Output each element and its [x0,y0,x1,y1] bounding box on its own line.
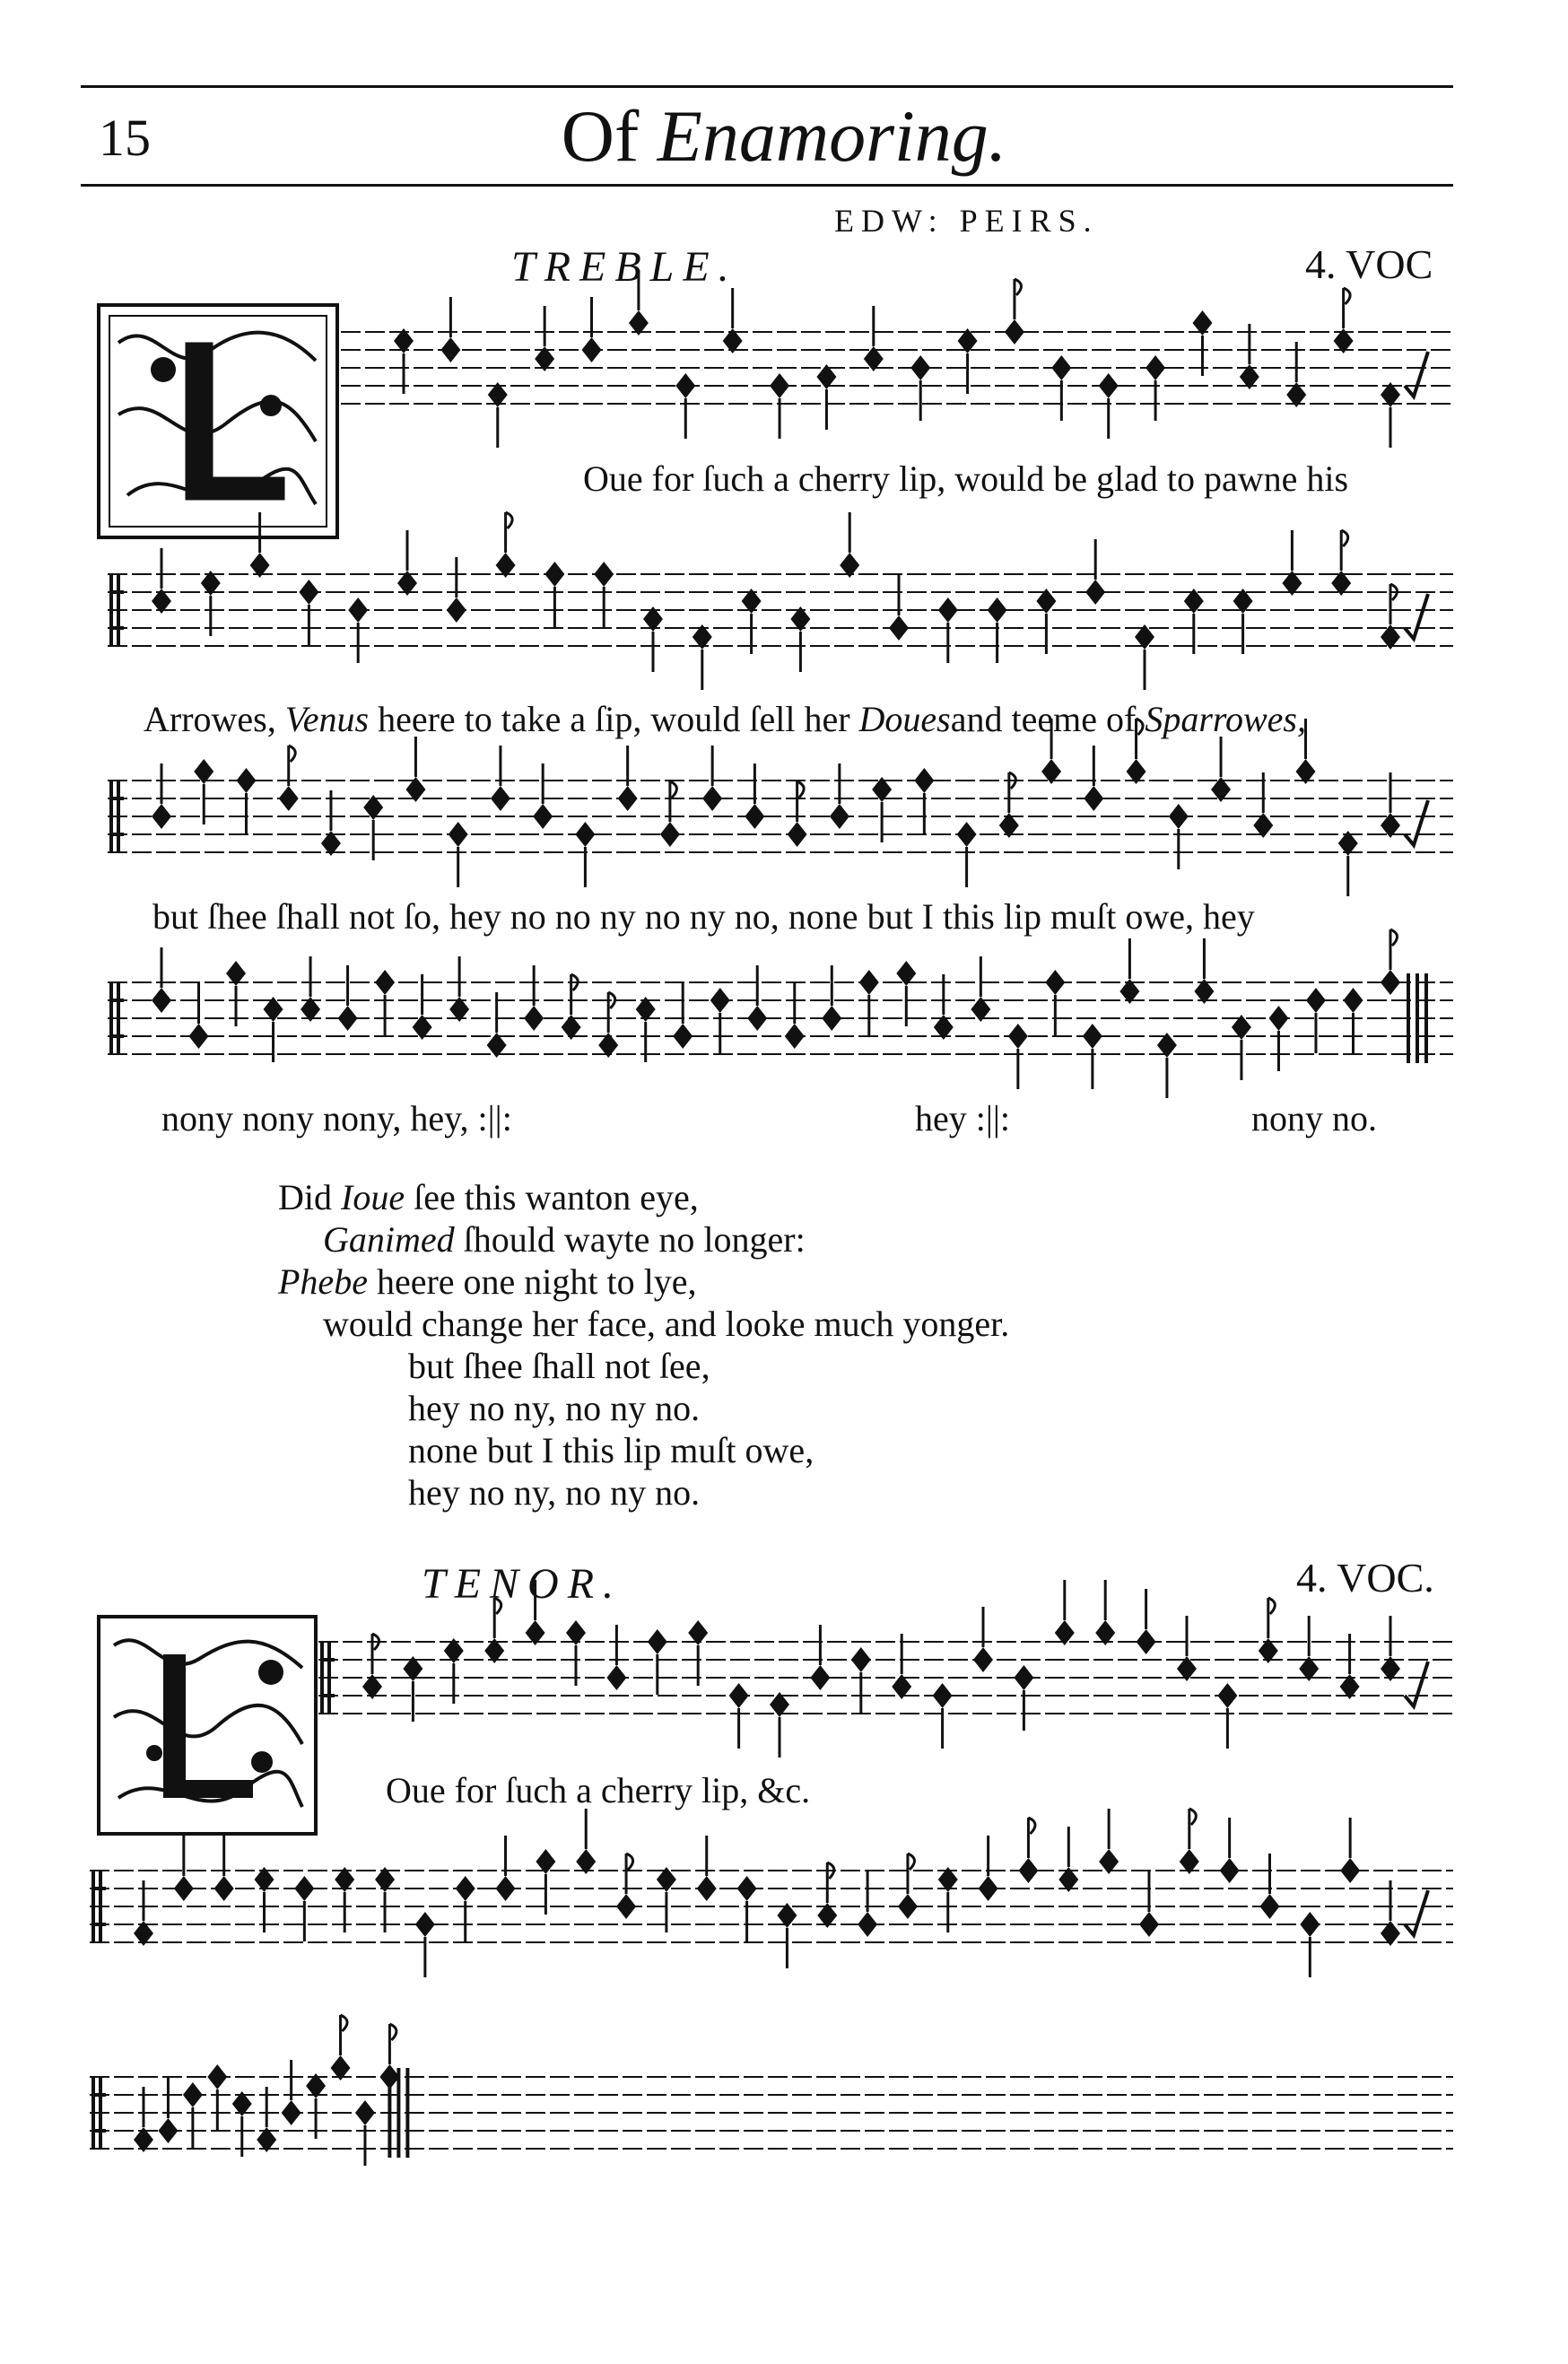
note-head-icon [189,1024,209,1049]
note-head-icon [449,822,468,847]
note-head-icon [988,598,1007,623]
verse-phebe: Phebe [278,1261,368,1302]
page-number: 15 [99,109,151,167]
note-head-icon [898,1894,918,1919]
lyric-heere: heere to take a ſip, would ſell her [378,699,850,739]
composer-name: EDW: PEIRS. [834,203,1099,239]
note-head-icon [1343,988,1363,1013]
page-title [0,94,1568,179]
note-head-icon [544,562,564,587]
tenor-staff-1 [318,1606,1453,1767]
note-head-icon [1051,355,1071,380]
note-head-icon [889,615,909,641]
note-head-icon [594,562,614,587]
note-head-icon [673,1024,693,1049]
note-head-icon [606,1665,626,1690]
floral-ornament-icon [100,1618,314,1832]
note-head-icon [299,580,318,605]
note-head-icon [491,786,510,811]
treble-lyric-4b: hey :||: [915,1098,1010,1138]
note-head-icon [1268,1006,1288,1031]
note-head-icon [957,822,977,847]
note-head-icon [348,598,368,623]
note-head-icon [697,1876,717,1901]
note-head-icon [675,373,695,398]
title-enamoring: Enamoring. [657,95,1007,177]
note-head-icon [456,1876,475,1901]
note-head-icon [415,1912,435,1937]
note-head-icon [1306,988,1326,1013]
note-head-icon [1099,373,1119,398]
note-head-icon [1300,1912,1320,1937]
note-head-icon [1139,1912,1159,1937]
title-of: Of [561,95,640,177]
note-head-icon [174,1876,194,1901]
note-head-icon [496,1876,516,1901]
treble-staff-4 [108,946,1453,1108]
note-head-icon [747,1006,767,1031]
note-head-icon [158,2118,178,2143]
floral-ornament-icon [100,307,335,536]
note-head-icon [1014,1665,1033,1690]
note-head-icon [279,786,299,811]
note-head-icon [294,1876,314,1901]
note-head-icon [616,1894,636,1919]
note-head-icon [1083,1024,1102,1049]
note-head-icon [533,804,553,829]
note-head-icon [810,1665,830,1690]
note-head-icon [979,1876,998,1901]
tenor-lyric-1: Oue for ſuch a cherry lip, &c. [386,1770,811,1810]
note-head-icon [1217,1683,1237,1708]
note-head-icon [338,1006,358,1031]
note-head-icon [582,337,602,362]
note-head-icon [1137,1629,1156,1654]
note-head-icon [910,355,930,380]
verse-ganimed: Ganimed [323,1219,455,1260]
verse-line-6: hey no ny, no ny no. [408,1388,701,1428]
lyric-sparrowes: Sparrowes, [1145,699,1306,739]
note-head-icon [830,804,849,829]
custos-icon [1405,1662,1428,1706]
note-head-icon [524,1006,544,1031]
note-head-icon [1340,1858,1360,1883]
note-head-icon [914,768,934,793]
treble-lyric-4a: nony nony nony, hey, :||: [161,1098,512,1138]
note-head-icon [214,1876,234,1901]
note-head-icon [822,1006,841,1031]
note-head-icon [1005,319,1024,345]
note-head-icon [183,2082,203,2107]
note-head-icon [745,804,764,829]
note-head-icon [858,1912,877,1937]
treble-staff-3 [108,745,1453,906]
note-head-icon [1259,1894,1279,1919]
verse-line-7: none but I this lip muſt owe, [408,1430,814,1470]
note-head-icon [938,598,958,623]
treble-staff-1 [341,296,1453,458]
note-head-icon [355,2100,375,2125]
note-head-icon [737,1876,757,1901]
note-head-icon [933,1683,953,1708]
treble-part-label: TREBLE. [511,243,738,291]
note-head-icon [859,970,879,995]
note-head-icon [375,970,395,995]
note-head-icon [1085,580,1105,605]
verse-ioue: Ioue [341,1177,405,1217]
lyric-doues: Doues [858,699,951,739]
note-head-icon [447,598,466,623]
note-head-icon [1169,804,1189,829]
verse-line-1-rest: ſee this wanton eye, [414,1177,699,1217]
note-head-icon [770,373,789,398]
note-head-icon [785,1024,805,1049]
verse-line-2-rest: ſhould wayte no longer: [463,1219,806,1260]
note-head-icon [282,2100,301,2125]
note-head-icon [1008,1024,1028,1049]
treble-lyric-2 [144,698,1306,740]
treble-voices: 4. VOC [1305,241,1433,287]
note-head-icon [236,768,256,793]
custos-icon [1405,352,1428,397]
verse-line-2 [323,1219,806,1260]
treble-lyric-4c: nony no. [1251,1098,1377,1138]
tenor-part-label: TENOR. [422,1560,623,1608]
tenor-staff-2 [90,1835,1453,1996]
note-head-icon [1018,1858,1038,1883]
note-head-icon [973,1647,993,1672]
lyric-venus: Venus [284,699,370,739]
decorated-initial-l-tenor [97,1615,318,1836]
custos-icon [1405,800,1428,845]
note-head-icon [1146,355,1165,380]
note-head-icon [710,988,730,1013]
note-head-icon [788,822,807,847]
note-head-icon [1045,970,1065,995]
note-head-icon [152,804,171,829]
note-head-icon [618,786,638,811]
note-head-icon [152,988,171,1013]
decorated-initial-l [97,303,339,539]
verse-did: Did [278,1177,332,1217]
treble-staff-2 [108,538,1453,700]
note-head-icon [851,1647,871,1672]
custos-icon [1405,594,1428,639]
lyric-teeme: and teeme of [950,699,1137,739]
note-head-icon [440,337,460,362]
treble-lyric-3: but ſhee ſhall not ſo, hey no no ny no ny no, none but I this lip muſt owe, hey [152,896,1255,937]
lyric-arrowes: Arrowes, [144,699,276,739]
note-head-icon [1381,970,1400,995]
note-head-icon [207,2064,227,2089]
note-head-icon [648,1629,667,1654]
note-head-icon [1084,786,1103,811]
note-head-icon [1220,1858,1240,1883]
verse-line-5: but ſhee ſhall not ſee, [408,1346,710,1386]
note-head-icon [729,1683,749,1708]
verse-line-4: would change her face, and looke much yonger. [323,1304,1010,1344]
note-head-icon [660,822,680,847]
verse-line-3-rest: heere one night to lye, [376,1261,697,1302]
verse-line-8: hey no ny, no ny no. [408,1472,701,1513]
tenor-staff-3 [90,2041,1453,2203]
note-head-icon [702,786,722,811]
header-rule [81,184,1453,187]
treble-lyric-1: Oue for ſuch a cherry lip, would be glad to pawne his [583,458,1349,499]
custos-icon [1405,1890,1428,1935]
tenor-voices: 4. VOC. [1296,1555,1434,1601]
note-head-icon [575,822,595,847]
verse-line-3 [278,1261,697,1302]
top-rule [81,85,1453,88]
verse-line-1 [278,1177,699,1217]
